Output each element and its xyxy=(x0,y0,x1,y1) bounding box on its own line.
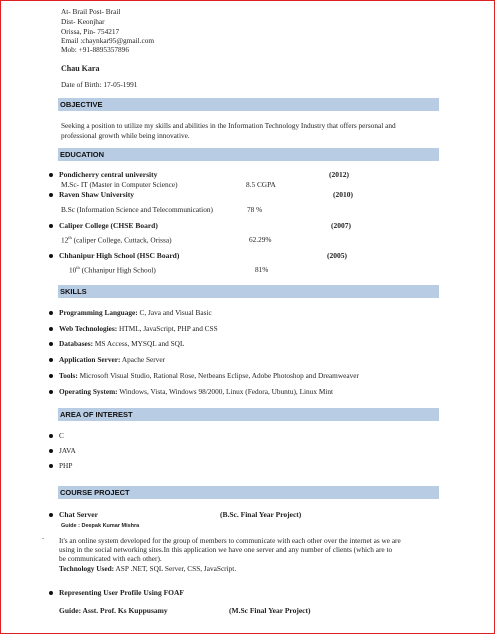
address-line-2: Dist- Keonjhar xyxy=(61,17,105,26)
edu-score: 78 % xyxy=(247,205,263,214)
project-type: (M.Sc Final Year Project) xyxy=(229,606,311,615)
bullet-icon xyxy=(49,311,53,315)
email-text: Email :chaynkar95@gmail.com xyxy=(61,36,155,45)
interest-item: C xyxy=(59,431,64,440)
edu-institution: Caliper College (CHSE Board) xyxy=(59,221,158,230)
project-guide: Guide: Asst. Prof. Ks Kuppusamy xyxy=(59,606,168,615)
grade-suffix: th xyxy=(68,235,72,240)
candidate-name: Chau Kara xyxy=(61,64,100,73)
bullet-icon xyxy=(49,327,53,331)
skill-label: Programming Language: xyxy=(59,308,138,317)
address-line-1: At- Brail Post- Brail xyxy=(61,7,121,16)
skill-value: MS Access, MYSQL and SQL xyxy=(93,339,185,348)
edu-detail-text: (Chhanipur High School) xyxy=(79,265,156,275)
edu-detail xyxy=(61,235,172,244)
section-title: SKILLS xyxy=(60,287,87,296)
grade-number: 10 xyxy=(69,265,77,275)
skill-value: C, Java and Visual Basic xyxy=(137,308,212,317)
bullet-icon xyxy=(49,224,53,228)
objective-line-1: Seeking a position to utilize my skills and abilities in the Information Technology Industry that offers personal and xyxy=(61,121,396,130)
address-line-3: Orissa, Pin- 754217 xyxy=(61,27,120,36)
project-guide: Guide : Deepak Kumar Mishra xyxy=(61,523,140,529)
bullet-icon xyxy=(49,513,53,517)
skill-label: Web Technologies: xyxy=(59,324,118,333)
section-title: EDUCATION xyxy=(60,150,105,159)
section-title: OBJECTIVE xyxy=(60,100,103,109)
project-desc-line-3: be communicated with each other). xyxy=(59,554,162,563)
edu-detail xyxy=(69,265,156,274)
section-title: AREA OF INTEREST xyxy=(60,410,133,419)
project-desc-line-1: It's an online system developed for the group of members to communicate with each other over the internet as we are xyxy=(59,536,401,545)
bullet-icon xyxy=(49,254,53,258)
date-of-birth: Date of Birth: 17-05-1991 xyxy=(61,80,138,89)
section-header-interest xyxy=(58,408,439,421)
edu-detail-text: (caliper College, Cuttack, Orissa) xyxy=(71,235,172,245)
edu-institution: Chhanipur High School (HSC Board) xyxy=(59,251,180,260)
section-header-objective xyxy=(58,98,439,111)
skill-label: Application Server: xyxy=(59,355,121,364)
skill-label: Databases: xyxy=(59,339,94,348)
interest-item: PHP xyxy=(59,461,73,470)
skill-item xyxy=(59,387,333,396)
bullet-icon xyxy=(49,390,53,394)
bullet-icon xyxy=(49,342,53,346)
objective-line-2: professional growth while being innovative. xyxy=(61,131,190,140)
skill-item xyxy=(59,371,359,380)
section-header-education xyxy=(58,148,439,161)
section-header-project xyxy=(58,486,439,499)
bullet-icon xyxy=(49,449,53,453)
skill-item xyxy=(59,355,165,364)
edu-score: 62.29% xyxy=(249,235,272,244)
edu-detail: M.Sc- IT (Master in Computer Science) xyxy=(61,180,178,189)
skill-value: HTML, JavaScript, PHP and CSS xyxy=(117,324,218,333)
skill-item xyxy=(59,339,184,348)
project-title: Chat Server xyxy=(59,510,98,519)
bullet-icon xyxy=(49,173,53,177)
section-title: COURSE PROJECT xyxy=(60,488,130,497)
edu-year: (2012) xyxy=(329,170,349,179)
project-desc-line-2: using in the social networking sites.In this application we have one server and any number of clients (which are to xyxy=(59,545,393,554)
edu-score: 8.5 CGPA xyxy=(246,180,276,189)
bullet-icon xyxy=(49,591,53,595)
edu-detail: B.Sc (Information Science and Telecommunication) xyxy=(61,205,213,214)
skill-value: Microsoft Visual Studio, Rational Rose, Netbeans Eclipse, Adobe Photoshop and Dreamweaver xyxy=(77,371,359,380)
skill-value: Apache Server xyxy=(120,355,165,364)
edu-year: (2005) xyxy=(327,251,347,260)
edu-year: (2010) xyxy=(333,190,353,199)
bullet-icon xyxy=(49,193,53,197)
section-header-skills xyxy=(58,285,439,298)
skill-value: Windows, Vista, Windows 98/2000, Linux (Fedora, Ubuntu), Linux Mint xyxy=(117,387,334,396)
mobile-text: Mob: +91-8895357896 xyxy=(61,45,129,54)
bullet-icon xyxy=(49,374,53,378)
tech-label: Technology Used: xyxy=(59,564,115,573)
edu-institution: Raven Shaw University xyxy=(59,190,135,199)
bullet-icon xyxy=(49,434,53,438)
project-type: (B.Sc. Final Year Project) xyxy=(220,510,302,519)
bullet-icon xyxy=(49,358,53,362)
edu-score: 81% xyxy=(255,265,269,274)
skill-item xyxy=(59,324,218,333)
edu-institution: Pondicherry central university xyxy=(59,170,158,179)
skill-item xyxy=(59,308,212,317)
grade-number: 12 xyxy=(61,235,69,245)
grade-suffix: th xyxy=(76,265,80,270)
skill-label: Tools: xyxy=(59,371,78,380)
project-title: Representing User Profile Using FOAF xyxy=(59,588,184,597)
edu-year: (2007) xyxy=(331,221,351,230)
bullet-icon xyxy=(49,464,53,468)
dash-marker: - xyxy=(42,536,44,542)
tech-value: ASP .NET, SQL Server, CSS, JavaScript. xyxy=(114,564,237,573)
project-tech xyxy=(59,564,236,573)
skill-label: Operating System: xyxy=(59,387,118,396)
interest-item: JAVA xyxy=(59,446,76,455)
